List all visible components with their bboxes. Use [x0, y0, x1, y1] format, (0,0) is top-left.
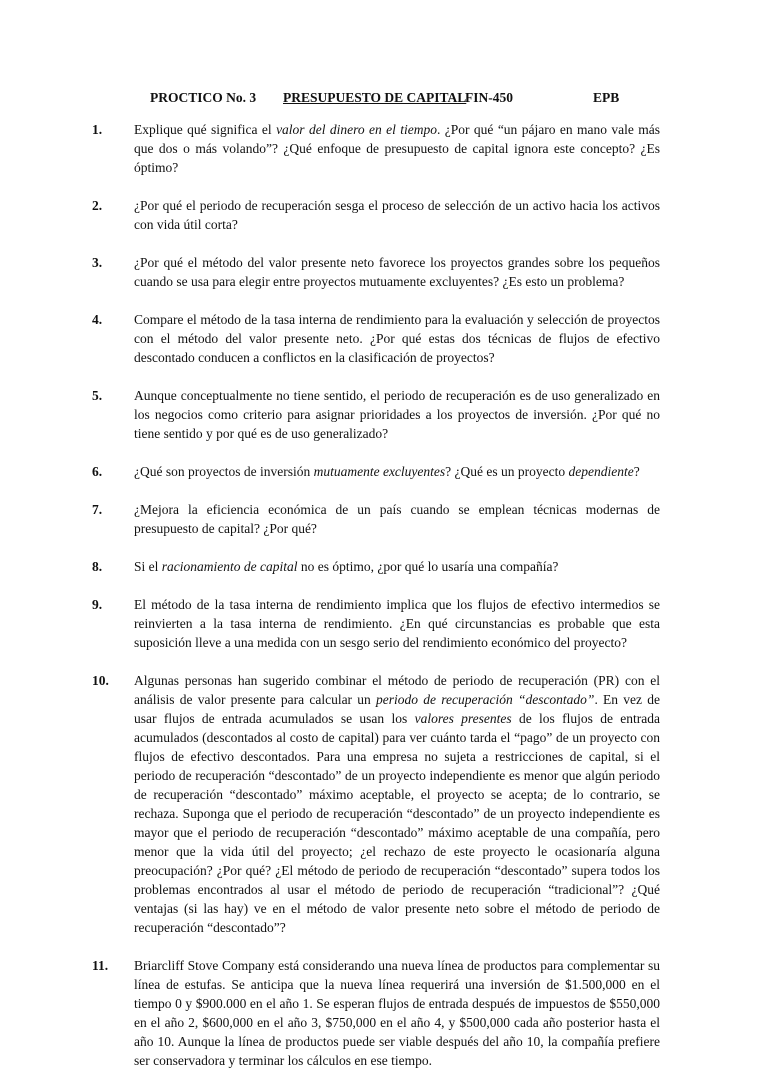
question-text-fragment: . ¿Por qué “un pájaro en mano vale más que dos o más volando”? ¿Qué enfoque de presupuesto de capital ignora este concepto? ¿Es óptimo? — [134, 122, 660, 175]
question-text — [134, 557, 660, 576]
question-item — [0, 310, 768, 367]
question-number: 3. — [92, 255, 103, 270]
question-number: 2. — [92, 198, 103, 213]
course-code: FIN-450 — [465, 90, 513, 105]
question-text — [134, 500, 660, 538]
question-text-fragment: no es óptimo, ¿por qué lo usaría una compañía? — [297, 559, 559, 574]
question-text-fragment: El método de la tasa interna de rendimiento implica que los flujos de efectivo intermedios se reinvierten a la tasa interna de rendimiento. ¿En qué circunstancias es probable que esta suposición lleve a una medida con un sesgo serio del rendimiento económico del proyecto? — [134, 597, 660, 650]
question-number: 11. — [92, 958, 109, 973]
italic-term: periodo de recuperación “descontado” — [376, 692, 595, 707]
question-text-fragment: ¿Por qué el método del valor presente neto favorece los proyectos grandes sobre los pequeños cuando se usa para elegir entre proyectos mutuamente excluyentes? ¿Es esto un problema? — [134, 255, 660, 289]
italic-term: valor del dinero en el tiempo — [276, 122, 438, 137]
question-text-fragment: ? — [633, 464, 640, 479]
subject-title: PRESUPUESTO DE CAPITAL — [283, 90, 467, 105]
question-text — [134, 386, 660, 443]
italic-term: valores presentes — [414, 711, 512, 726]
italic-term: dependiente — [568, 464, 634, 479]
question-item — [0, 500, 768, 538]
question-number: 10. — [92, 673, 109, 688]
question-text — [134, 956, 660, 1070]
question-text-fragment: Algunas personas han sugerido combinar el método de periodo de recuperación (PR) con el análisis de valor presente para calcular un — [134, 673, 660, 707]
author-initials: EPB — [593, 90, 620, 105]
italic-term: mutuamente excluyentes — [313, 464, 446, 479]
question-item — [0, 196, 768, 234]
question-text-fragment: ¿Por qué el periodo de recuperación sesga el proceso de selección de un activo hacia los activos con vida útil corta? — [134, 198, 660, 232]
question-item — [0, 120, 768, 177]
question-number: 7. — [92, 502, 103, 517]
question-text-fragment: ¿Mejora la eficiencia económica de un país cuando se emplean técnicas modernas de presupuesto de capital? ¿Por qué? — [134, 502, 660, 536]
italic-term: racionamiento de capital — [161, 559, 298, 574]
question-number: 9. — [92, 597, 103, 612]
question-item — [0, 557, 768, 576]
question-number: 8. — [92, 559, 103, 574]
question-text-fragment: de los flujos de entrada acumulados (descontados al costo de capital) para ver cuánto tarda el “pago” de un proyecto con flujos de efectivo descontados. Para una empresa no sujeta a restricciones de capital, si el periodo de recuperación “descontado” de un proyecto independiente es menor que algún periodo de recuperación “descontado” máximo aceptable, el proyecto se acepta; de lo contrario, se rechaza. Suponga que el periodo de recuperación “descontado” de un proyecto independiente es mayor que el periodo de recuperación “descontado” máximo aceptable de una compañía, pero menor que la vida útil del proyecto; ¿el rechazo de este proyecto le ocasionaría alguna preocupación? ¿Por qué? ¿El método de periodo de recuperación “descontado” supera todos los problemas encontrados al usar el método de periodo de recuperación “tradicional”? ¿Qué ventajas (si las hay) ve en el método de valor presente neto sobre el método de periodo de recuperación “descontado”? — [134, 711, 660, 935]
question-text-fragment: Aunque conceptualmente no tiene sentido, el periodo de recuperación es de uso generalizado en los negocios como criterio para asignar prioridades a los proyectos de inversión. ¿Por qué no tiene sentido y por qué es de uso generalizado? — [134, 388, 660, 441]
question-item — [0, 595, 768, 652]
question-text — [134, 253, 660, 291]
question-number: 6. — [92, 464, 103, 479]
question-text — [134, 462, 660, 481]
question-number: 4. — [92, 312, 103, 327]
document-header — [0, 90, 768, 110]
question-item — [0, 956, 768, 1070]
practice-title: PROCTICO No. 3 — [150, 90, 257, 105]
question-item — [0, 462, 768, 481]
question-text-fragment: Explique qué significa el — [134, 122, 277, 137]
question-item — [0, 386, 768, 443]
question-text-fragment: Compare el método de la tasa interna de rendimiento para la evaluación y selección de proyectos con el método del valor presente neto. ¿Por qué estas dos técnicas de flujos de efectivo descontado conducen a conflictos en la clasificación de proyectos? — [134, 312, 660, 365]
question-text — [134, 595, 660, 652]
question-text — [134, 120, 660, 177]
question-text — [134, 196, 660, 234]
question-number: 1. — [92, 122, 103, 137]
question-text-fragment: . En vez de usar flujos de entrada acumulados se usan los — [134, 692, 660, 726]
question-number: 5. — [92, 388, 103, 403]
question-text-fragment: Briarcliff Stove Company está considerando una nueva línea de productos para complementar su línea de estufas. Se anticipa que la nueva línea requerirá una inversión de $1.500,000 en el tiempo 0 y $900.000 en el año 1. Se esperan flujos de entrada después de impuestos de $550,000 en el año 2, $600,000 en el año 3, $750,000 en el año 4, y $500,000 cada año posterior hasta el año 10. Aunque la línea de productos puede ser viable después del año 10, la compañía prefiere ser conservadora y terminar los cálculos en ese tiempo. — [134, 958, 660, 1068]
question-list — [0, 120, 768, 1089]
question-text-fragment: ? ¿Qué es un proyecto — [445, 464, 569, 479]
question-text-fragment: ¿Qué son proyectos de inversión — [134, 464, 314, 479]
question-item — [0, 671, 768, 937]
question-text — [134, 310, 660, 367]
question-text — [134, 671, 660, 937]
question-text-fragment: Si el — [134, 559, 162, 574]
question-item — [0, 253, 768, 291]
